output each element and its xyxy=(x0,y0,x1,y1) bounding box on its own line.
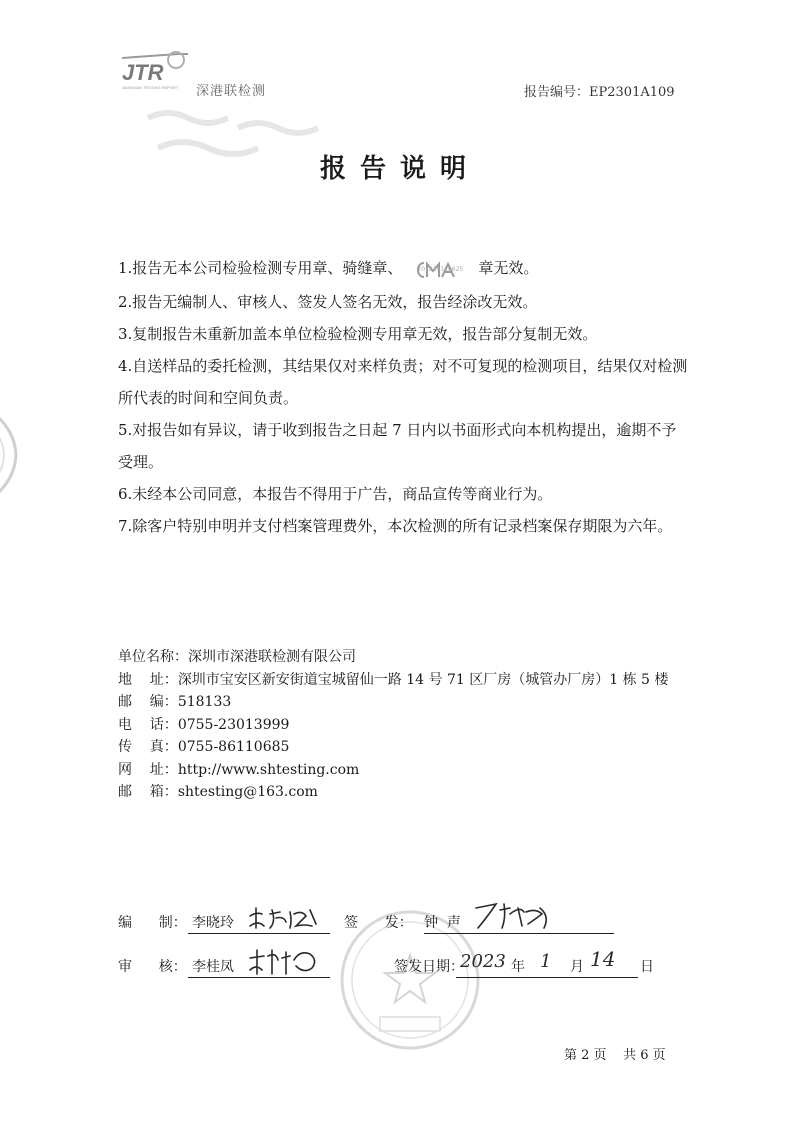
contact-email xyxy=(118,781,688,804)
note-5: 5.对报告如有异议，请于收到报告之日起 7 日内以书面形式向本机构提出，逾期不予受理。 xyxy=(118,421,677,471)
issue-day: 14 xyxy=(590,947,616,971)
company-short-name: 深港联检测 xyxy=(196,84,267,99)
contact-address xyxy=(118,669,688,692)
cma-number: 201819120625 xyxy=(417,266,464,273)
notes-list xyxy=(118,252,688,542)
website-label: 网 址： xyxy=(118,761,178,778)
postcode-label: 邮 编： xyxy=(118,694,178,710)
address-value: 深圳市宝安区新安街道宝城留仙一路 14 号 71 区厂房（城管办厂房）1 栋 5 楼 xyxy=(177,671,669,688)
compiler-name: 李晓玲 xyxy=(192,915,234,931)
note-3: 3.复制报告未重新加盖本单位检验检测专用章无效，报告部分复制无效。 xyxy=(118,325,598,343)
contact-info xyxy=(118,646,688,804)
note-1 xyxy=(118,252,688,286)
email-value[interactable]: shtesting@163.com xyxy=(177,784,318,800)
report-number-value: EP2301A109 xyxy=(589,85,675,100)
contact-phone xyxy=(118,714,688,737)
contact-website xyxy=(118,759,688,782)
report-number-label: 报告编号： xyxy=(524,85,590,100)
logo-wordmark: JTR xyxy=(122,60,164,85)
issue-month-handwriting xyxy=(534,946,562,974)
phone-label: 电 话： xyxy=(118,716,178,733)
page-number: 第 2 页 共 6 页 xyxy=(564,1048,666,1063)
contact-postcode xyxy=(118,691,688,714)
issue-month: 1 xyxy=(540,951,552,972)
month-char: 月 xyxy=(570,959,584,975)
email-label: 邮 箱： xyxy=(118,784,178,800)
reviewer-signature-line xyxy=(188,977,330,978)
reviewer-label: 审 核： xyxy=(118,959,187,975)
note-7: 7.除客户特别申明并支付档案管理费外，本次检测的所有记录档案保存期限为六年。 xyxy=(118,517,673,535)
fax-label: 传 真： xyxy=(118,739,178,755)
issuer-signature-line xyxy=(424,933,614,934)
note-2: 2.报告无编制人、审核人、签发人签名无效，报告经涂改无效。 xyxy=(118,293,538,311)
logo-tagline: JIANGNAN TESTING REPORT xyxy=(122,85,179,90)
year-char: 年 xyxy=(511,959,525,975)
company-value: 深圳市深港联检测有限公司 xyxy=(188,649,356,665)
fax-value: 0755-86110685 xyxy=(177,739,290,755)
issuer-name: 钟 声 xyxy=(424,915,461,931)
note-1-suffix: 章无效。 xyxy=(478,259,539,277)
address-label: 地 址： xyxy=(118,671,178,688)
page-title: 报告说明 xyxy=(319,154,480,184)
cma-mark xyxy=(406,260,474,286)
phone-value: 0755-23013999 xyxy=(177,716,290,733)
note-1-prefix: 1.报告无本公司检验检测专用章、骑缝章、 xyxy=(118,259,403,277)
website-value[interactable]: http://www.shtesting.com xyxy=(177,761,360,778)
contact-company xyxy=(118,646,688,669)
issuer-label: 签 发： xyxy=(344,915,413,931)
issue-day-handwriting xyxy=(588,944,628,974)
reviewer-signature-handwriting xyxy=(246,946,326,978)
compiler-signature-handwriting xyxy=(246,904,322,932)
company-label: 单位名称： xyxy=(118,649,188,665)
compiler-signature-line xyxy=(188,933,330,934)
issue-date-label: 签发日期： xyxy=(394,959,464,975)
company-logo xyxy=(118,50,190,92)
postcode-value: 518133 xyxy=(177,694,232,710)
issuer-signature-handwriting xyxy=(470,898,560,932)
contact-fax xyxy=(118,736,688,759)
note-6: 6.未经本公司同意，本报告不得用于广告，商品宣传等商业行为。 xyxy=(118,485,553,503)
note-4: 4.自送样品的委托检测，其结果仅对来样负责；对不可复现的检测项目，结果仅对检测所代表的时间和空间负责。 xyxy=(118,357,688,407)
issue-year-handwriting xyxy=(458,946,510,974)
issue-date-line xyxy=(456,977,638,978)
seal-stamp-left xyxy=(0,395,46,515)
issue-year: 2023 xyxy=(460,951,506,972)
report-number xyxy=(524,81,675,100)
day-char: 日 xyxy=(640,959,654,975)
reviewer-name: 李桂凤 xyxy=(192,959,234,975)
compiler-label: 编 制： xyxy=(118,915,187,931)
